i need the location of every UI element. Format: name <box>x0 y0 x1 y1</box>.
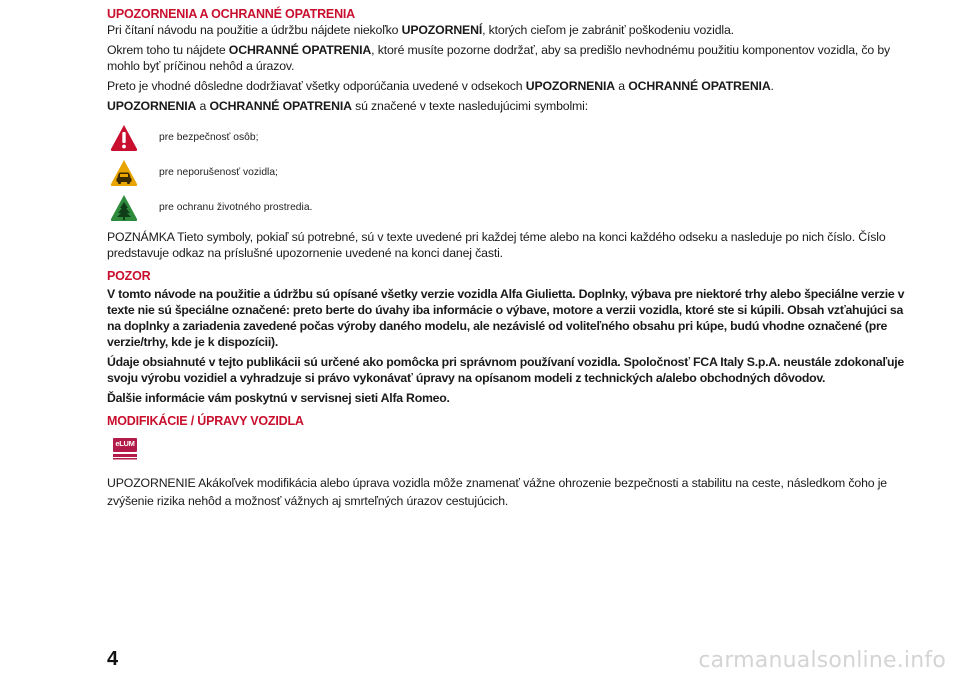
manual-page <box>107 0 907 510</box>
heading-caution: POZOR <box>107 269 151 283</box>
paragraph-recommend <box>107 78 907 94</box>
environment-warning-icon <box>109 193 139 223</box>
paragraph-symbols-mid: a <box>196 99 210 113</box>
paragraph-measures-pre: Okrem toho tu nájdete <box>107 43 229 57</box>
symbol-label-vehicle: pre neporušenosť vozidla; <box>159 167 278 178</box>
watermark: carmanualsonline.info <box>698 648 946 673</box>
person-safety-warning-icon <box>109 123 139 153</box>
symbol-row-environment <box>107 190 907 225</box>
paragraph-recommend-mid: a <box>614 79 629 93</box>
symbol-label-environment: pre ochranu životného prostredia. <box>159 202 313 213</box>
paragraph-symbols-intro <box>107 98 907 114</box>
caution-paragraph-1: V tomto návode na použitie a údržbu sú opísané všetky verzie vozidla Alfa Giulietta. Doplnky, výbava pre niektoré trhy alebo špeciálne verzie v texte nie sú špeciálne označené: preto berte do úvahy iba informácie o výbave, motore a verzii vozidla, ktoré ste si kúpili. Obsah vzťahujúci sa na doplnky a zariadenia zavedené počas výroby daného modelu, ale nezávislé od voliteľného obsahu pri kúpe, budú vhodne označené (pre verzie/trhy, kde je k dispozícii). <box>107 287 905 349</box>
paragraph-intro-post: , ktorých cieľom je zabrániť poškodeniu vozidla. <box>482 23 734 37</box>
caution-paragraph-3: Ďalšie informácie vám poskytnú v servisnej sieti Alfa Romeo. <box>107 391 450 405</box>
vehicle-integrity-warning-icon <box>109 158 139 188</box>
paragraph-intro-pre: Pri čítaní návodu na použitie a údržbu nájdete niekoľko <box>107 23 402 37</box>
note-paragraph: POZNÁMKA Tieto symboly, pokiaľ sú potrebné, sú v texte uvedené pri každej téme alebo na konci každého odseku a nasleduje po nich číslo. Číslo predstavuje odkaz na príslušné upozornenie uvedené na konci danej časti. <box>107 230 886 260</box>
caution-block <box>107 284 907 406</box>
symbol-row-person <box>107 120 907 155</box>
paragraph-measures-post: , ktoré musíte pozorne dodržať, aby sa predišlo nevhodnému použitiu komponentov vozidla, čo by mohlo byť príčinou nehôd a úrazov. <box>107 43 891 73</box>
paragraph-symbols-post: sú značené v texte nasledujúcimi symbolmi: <box>351 99 588 113</box>
symbol-row-vehicle <box>107 155 907 190</box>
heading-warnings: UPOZORNENIA A OCHRANNÉ OPATRENIA <box>107 7 356 21</box>
paragraph-intro-bold: UPOZORNENÍ <box>401 23 483 37</box>
paragraph-measures <box>107 42 907 74</box>
paragraph-recommend-bold2: OCHRANNÉ OPATRENIA <box>628 79 771 93</box>
symbol-label-person: pre bezpečnosť osôb; <box>159 132 259 143</box>
heading-modifications: MODIFIKÁCIE / ÚPRAVY VOZIDLA <box>107 414 304 428</box>
paragraph-measures-bold: OCHRANNÉ OPATRENIA <box>228 43 372 57</box>
page-number: 4 <box>107 648 119 670</box>
paragraph-recommend-bold1: UPOZORNENIA <box>525 79 615 93</box>
paragraph-symbols-bold1: UPOZORNENIA <box>107 99 197 113</box>
caution-paragraph-2: Údaje obsiahnuté v tejto publikácii sú určené ako pomôcka pri správnom používaní vozidla. Spoločnosť FCA Italy S.p.A. neustále zdokonaľuje svoju výrobu vozidiel a vyhradzuje si právo vykonávať úpravy na opísanom modeli z technických a/alebo obchodných dôvodov. <box>107 355 904 385</box>
paragraph-recommend-post: . <box>770 79 774 93</box>
paragraph-intro <box>107 22 907 38</box>
modification-warning: UPOZORNENIE Akákoľvek modifikácia alebo úprava vozidla môže znamenať vážne ohrozenie bezpečnosti a stabilitu na ceste, následkom čoho je zvýšenie rizika nehôd a možnosť vážnych aj smrteľných úrazov cestujúcich. <box>107 476 887 508</box>
paragraph-symbols-bold2: OCHRANNÉ OPATRENIA <box>209 99 352 113</box>
paragraph-recommend-pre: Preto je vhodné dôsledne dodržiavať všetky odporúčania uvedené v odsekoch <box>107 79 526 93</box>
elum-badge <box>107 437 147 463</box>
elum-label: eLUM <box>115 439 135 448</box>
